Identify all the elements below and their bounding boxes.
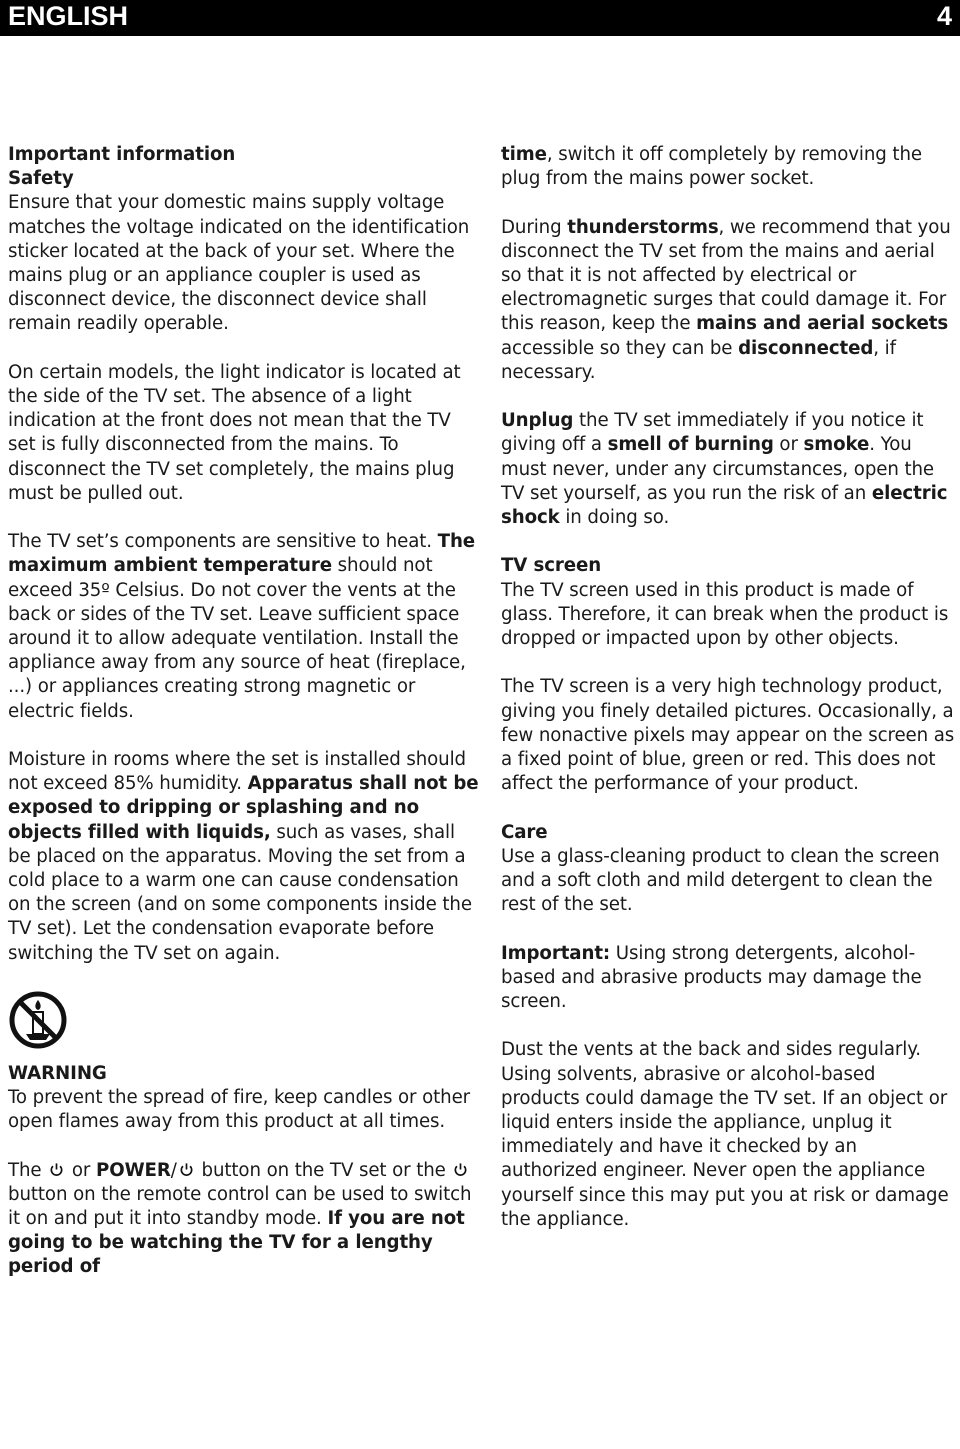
care-heading: Care [501,821,548,843]
thunderstorm-paragraph: During thunderstorms, we recommend that you disconnect the TV set from the mains and aerial so that it is not affected by electrical or electromagnetic surges that could damage it. For this reason, keep the mains and aerial sockets accessible so they can be disconnected, if necessary. [501,216,951,383]
important-paragraph: Important: Using strong detergents, alcohol-based and abrasive products may damage the screen. [501,942,922,1013]
power-symbol-icon [179,1162,194,1177]
safety-paragraph: Ensure that your domestic mains supply voltage matches the voltage indicated on the identification sticker located at the back of your set. Where the mains plug or an appliance coupler is used as disconnect device, the disconnect device shall remain readily operable. [8,192,470,335]
heat-paragraph: The TV set’s components are sensitive to heat. The maximum ambient temperature should not exceed 35º Celsius. Do not cover the vents at the back or sides of the TV set. Leave sufficient space around it to allow adequate ventilation. Install the appliance away from any source of heat (fireplace, ...) or appliances creating strong magnetic or electric fields. [8,531,476,722]
standby-paragraph: The or POWER/ button on the TV set or the button on the remote control can be used to switch it on and put it into standby mode. If you are not going to be watching the TV for a lengthy period of [8,1159,472,1278]
unplug-time-paragraph: time, switch it off completely by removing the plug from the mains power socket. [501,144,922,190]
care-paragraph-3: Dust the vents at the back and sides regularly. Using solvents, abrasive or alcohol-based products could damage the TV set. If an object or liquid enters inside the appliance, unplug it immediately and have it checked by an authorized engineer. Never open the appliance yourself since this may put you at risk or damage the appliance. [501,1039,949,1230]
language-label: ENGLISH [8,1,129,31]
tv-screen-paragraph-2: The TV screen is a very high technology product, giving you finely detailed pictures. Occasionally, a few nonactive pixels may appear on the screen as a fixed point of blue, green or red. This does not affect the performance of your product. [501,676,955,795]
heading-important: Important information [8,144,236,165]
left-column [8,143,483,1280]
right-column [501,143,956,1232]
tv-screen-heading: TV screen [501,555,602,577]
no-open-flame-icon [8,990,68,1050]
light-indicator-paragraph: On certain models, the light indicator is located at the side of the TV set. The absence of a light indication at the front does not mean that the TV set is fully disconnected from the mains. To disconnect the TV set completely, the mains plug must be pulled out. [8,361,461,504]
page-number: 4 [936,1,952,31]
unplug-smoke-paragraph: Unplug the TV set immediately if you notice it giving off a smell of burning or smoke. You must never, under any circumstances, open the TV set yourself, as you run the risk of an electric shock in doing so. [501,410,948,529]
power-symbol-icon [453,1162,468,1177]
page-header [0,0,960,36]
warning-title: WARNING [8,1062,107,1084]
heading-safety: Safety [8,168,74,190]
power-symbol-icon [49,1162,64,1177]
moisture-paragraph: Moisture in rooms where the set is installed should not exceed 85% humidity. Apparatus shall not be exposed to dripping or splashing and no objects filled with liquids, such as vases, shall be placed on the apparatus. Moving the set from a cold place to a warm one can cause condensation on the screen (and on some components inside the TV set). Let the condensation evaporate before switching the TV set on again. [8,749,479,964]
tv-screen-paragraph-1: The TV screen used in this product is made of glass. Therefore, it can break when the product is dropped or impacted upon by other objects. [501,579,949,650]
care-paragraph-1: Use a glass-cleaning product to clean the screen and a soft cloth and mild detergent to clean the rest of the set. [501,845,940,916]
warning-text: To prevent the spread of fire, keep candles or other open flames away from this product at all times. [8,1087,471,1133]
